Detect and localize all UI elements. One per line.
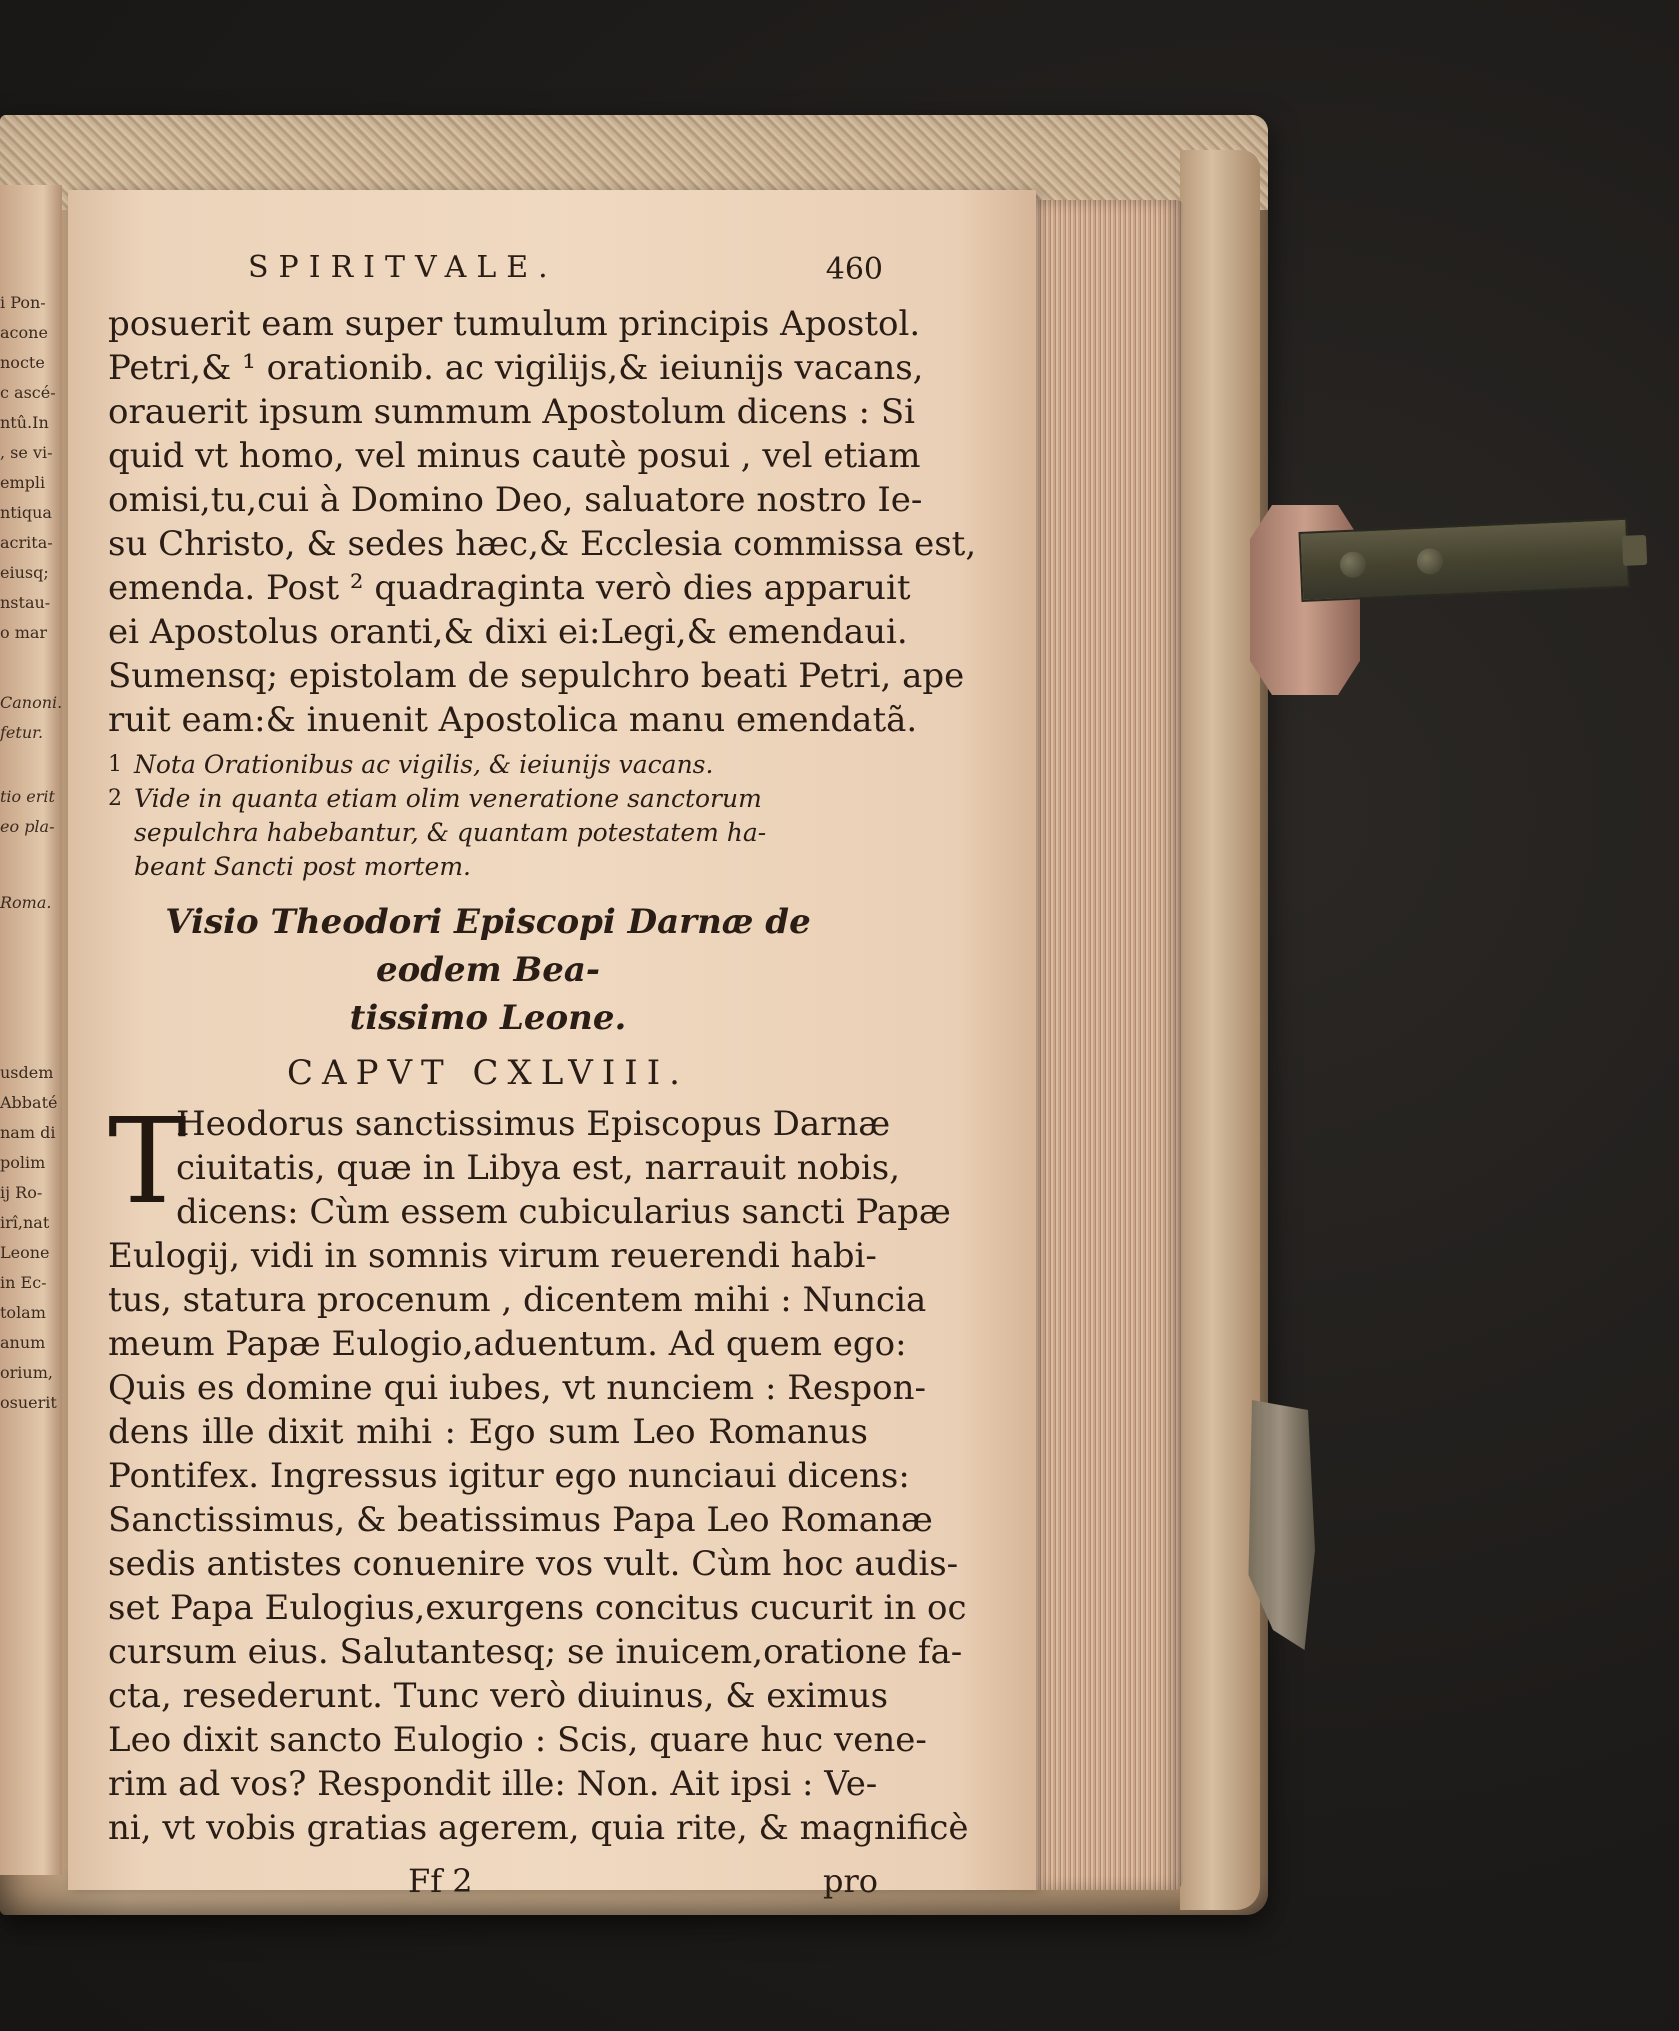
text-line: ni, vt vobis gratias agerem, quia rite, & magnificè [108,1808,969,1848]
text-line: ruit eam:& inuenit Apostolica manu emendatã. [108,700,918,740]
signature-mark: Ff 2 [408,1862,473,1900]
left-page-fragment: tio erit [0,787,55,806]
heading-line: Visio Theodori Episcopi Darnæ de eodem Bea- [165,902,811,990]
text-line: tus, statura procenum , dicentem mihi : Nuncia [108,1280,927,1320]
left-page-fragment: tolam [0,1303,46,1322]
drop-cap: T [108,1092,187,1230]
page-block-edge [1030,200,1183,1890]
left-page-fragment: osuerit [0,1393,57,1412]
running-head [108,250,883,302]
left-page-fragment: eiusq; [0,563,49,582]
left-page-fragment: i Pon- [0,293,46,312]
text-line: set Papa Eulogius,exurgens concitus cucurit in oc [108,1588,967,1628]
text-line: dicens: Cùm essem cubicularius sancti Papæ [176,1192,951,1232]
text-line: cursum eius. Salutantesq; se inuicem,oratione fa- [108,1632,963,1672]
note-number: 1 [108,752,122,777]
text-line: meum Papæ Eulogio,aduentum. Ad quem ego: [108,1324,907,1364]
text-line: Sanctissimus, & beatissimus Papa Leo Romanæ [108,1500,933,1540]
text-line: Sumensq; epistolam de sepulchro beati Petri, ape [108,656,965,696]
note-line [108,748,868,782]
note-text: Nota Orationibus ac vigilis, & ieiunijs vacans. [134,750,714,779]
page-footer [108,1856,878,1912]
running-title: SPIRITVALE. [248,250,558,285]
left-page-fragment: , se vi- [0,443,53,462]
text-line: dens ille dixit mihi : Ego sum Leo Romanus [108,1412,868,1452]
note-text: sepulchra habebantur, & quantam potestatem ha- [134,818,767,847]
left-page-fragment: nstau- [0,593,51,612]
text-line: su Christo, & sedes hæc,& Ecclesia commissa est, [108,524,977,564]
text-line: quid vt homo, vel minus cautè posui , vel etiam [108,436,921,476]
text-line: sedis antistes conuenire vos vult. Cùm hoc audis- [108,1544,959,1584]
rivet-icon [1416,548,1443,575]
left-page-fragment: eo pla- [0,817,55,836]
catchword: pro [822,1862,878,1900]
text-line: ei Apostolus oranti,& dixi ei:Legi,& emendaui. [108,612,908,652]
text-line: ciuitatis, quæ in Libya est, narrauit nobis, [176,1148,901,1188]
text-line: posuerit eam super tumulum principis Apostol. [108,304,921,344]
text-line: Quis es domine qui iubes, vt nunciem : Respon- [108,1368,927,1408]
chapter-opening [108,1092,951,1234]
left-page-fragment: acone [0,323,48,342]
left-page-fragment: Abbaté [0,1093,58,1112]
chapter-label: CAPVT CXLVIII. [287,1053,689,1093]
note-text: Vide in quanta etiam olim veneratione sanctorum [134,784,762,813]
brass-clasp [1298,518,1630,602]
left-page-fragment: anum [0,1333,46,1352]
left-page-sliver [0,185,62,1875]
text-line: cta, resederunt. Tunc verò diuinus, & eximus [108,1676,889,1716]
page-number: 460 [825,252,883,287]
text-line: Heodorus sanctissimus Episcopus Darnæ [176,1104,891,1144]
left-page-fragment: nocte [0,353,45,372]
left-page-fragment: c ascé- [0,383,56,402]
left-page-fragment: irî,nat [0,1213,50,1232]
left-page-fragment: usdem [0,1063,54,1082]
left-page-fragment: polim [0,1153,46,1172]
note-line [108,782,868,816]
left-page-fragment: ntiqua [0,503,52,522]
text-line: rim ad vos? Respondit ille: Non. Ait ipsi : Ve- [108,1764,878,1804]
left-page-fragment: o mar [0,623,48,642]
left-page-fragment: nam di [0,1123,56,1142]
text-line: Leo dixit sancto Eulogio : Scis, quare huc vene- [108,1720,927,1760]
text-line: omisi,tu,cui à Domino Deo, saluatore nostro Ie- [108,480,923,520]
left-page-fragment: empli [0,473,46,492]
chapter-heading [108,898,868,1042]
page-text-block [108,250,977,1912]
left-page-fragment: in Ec- [0,1273,47,1292]
left-page-fragment: ij Ro- [0,1183,43,1202]
note-line [108,850,868,884]
rivet-icon [1339,551,1366,578]
binding-fore-cover [1180,150,1260,1910]
left-page-fragment: ntû.In [0,413,49,432]
note-number: 2 [108,786,122,811]
text-line: Petri,& ¹ orationib. ac vigilijs,& ieiunijs vacans, [108,348,924,388]
left-page-fragment: Roma. [0,893,52,912]
left-page-fragment: Canoni. [0,693,62,712]
left-page-fragment: Leone [0,1243,50,1262]
left-page-fragment: fetur. [0,723,44,742]
right-page [68,190,1036,1900]
marginal-notes [108,748,868,884]
left-page-fragment: orium, [0,1363,53,1382]
heading-line: tissimo Leone. [349,998,627,1038]
left-page-fragment: acrita- [0,533,53,552]
text-line: Pontifex. Ingressus igitur ego nunciaui dicens: [108,1456,910,1496]
chapter-paragraph [108,1234,969,1850]
note-text: beant Sancti post mortem. [134,852,471,881]
note-line [108,816,868,850]
text-line: Eulogij, vidi in somnis virum reuerendi habi- [108,1236,877,1276]
opening-paragraph [108,302,977,742]
text-line: orauerit ipsum summum Apostolum dicens : Si [108,392,915,432]
text-line: emenda. Post ² quadraginta verò dies apparuit [108,568,911,608]
